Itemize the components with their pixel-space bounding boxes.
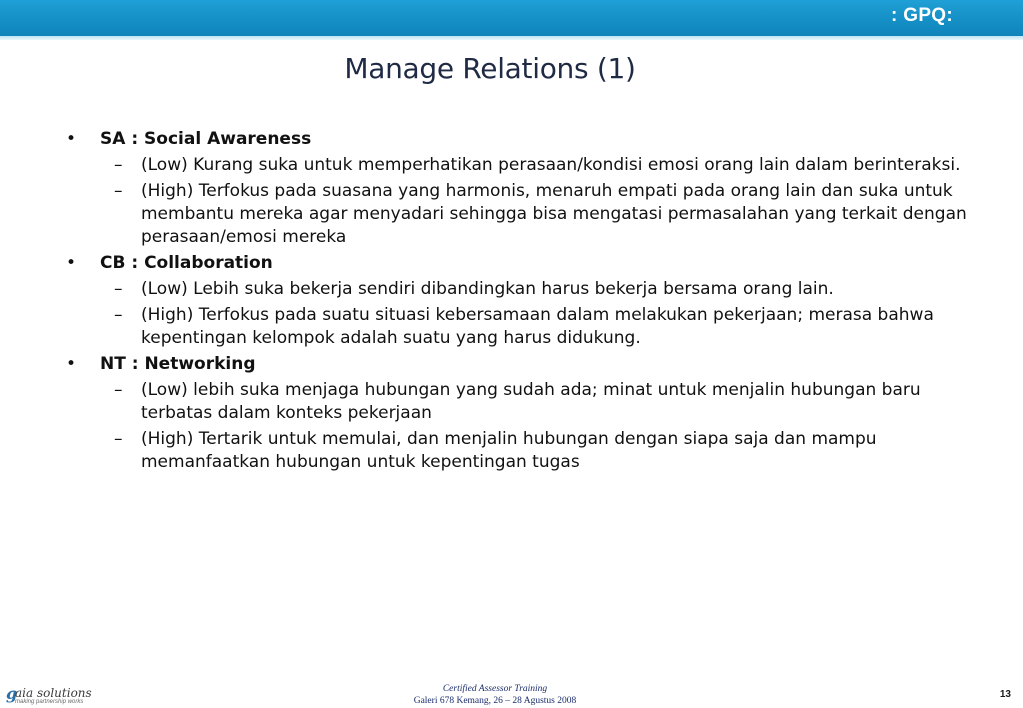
logo-mark: g (6, 684, 18, 703)
footer-caption (380, 683, 610, 707)
item-heading: SA : Social Awareness (100, 129, 312, 149)
bullet-icon: • (66, 253, 77, 273)
sub-item-text: (High) Terfokus pada suasana yang harmonis, menaruh empati pada orang lain dan suka untuk membantu mereka agar menyadari sehingga bisa mengatasi permasalahan yang terkait dengan perasaan/emosi mereka (141, 181, 967, 247)
dash-icon: – (114, 380, 123, 400)
sub-item (64, 304, 974, 350)
item-heading: NT : Networking (100, 354, 256, 374)
footer-event: Certified Assessor Training (442, 684, 548, 694)
dash-icon: – (114, 155, 123, 175)
bullet-list (64, 128, 974, 477)
sub-item (64, 278, 974, 301)
sub-item-text: (High) Terfokus pada suatu situasi kebersamaan dalam melakukan pekerjaan; merasa bahwa kepentingan kelompok adalah suatu yang harus didukung. (141, 305, 934, 348)
logo-tagline: making partnership works (15, 699, 84, 705)
list-item-cb (64, 252, 974, 275)
logo-name: aia solutions (15, 686, 92, 700)
slide-title: Manage Relations (1) (344, 52, 636, 85)
header-bar (0, 0, 1023, 36)
bullet-icon: • (66, 129, 77, 149)
sub-item (64, 379, 974, 425)
sub-item-text: (Low) Kurang suka untuk memperhatikan perasaan/kondisi emosi orang lain dalam berinteraksi. (141, 155, 961, 175)
dash-icon: – (114, 279, 123, 299)
sub-item (64, 180, 974, 249)
list-item-nt (64, 353, 974, 376)
dash-icon: – (114, 181, 123, 201)
header-tag: : GPQ: (891, 5, 953, 26)
sub-item (64, 154, 974, 177)
company-logo (6, 686, 116, 706)
bullet-icon: • (66, 354, 77, 374)
sub-item-text: (High) Tertarik untuk memulai, dan menjalin hubungan dengan siapa saja dan mampu memanfaatkan hubungan untuk kepentingan tugas (141, 429, 877, 472)
sub-item (64, 428, 974, 474)
list-item-sa (64, 128, 974, 151)
sub-item-text: (Low) lebih suka menjaga hubungan yang sudah ada; minat untuk menjalin hubungan baru terbatas dalam konteks pekerjaan (141, 380, 921, 423)
sub-item-text: (Low) Lebih suka bekerja sendiri dibandingkan harus bekerja bersama orang lain. (141, 279, 834, 299)
item-heading: CB : Collaboration (100, 253, 273, 273)
footer-venue-date: Galeri 678 Kemang, 26 – 28 Agustus 2008 (413, 696, 577, 706)
header-divider (0, 36, 1023, 40)
page-number: 13 (999, 689, 1011, 700)
dash-icon: – (114, 429, 123, 449)
dash-icon: – (114, 305, 123, 325)
